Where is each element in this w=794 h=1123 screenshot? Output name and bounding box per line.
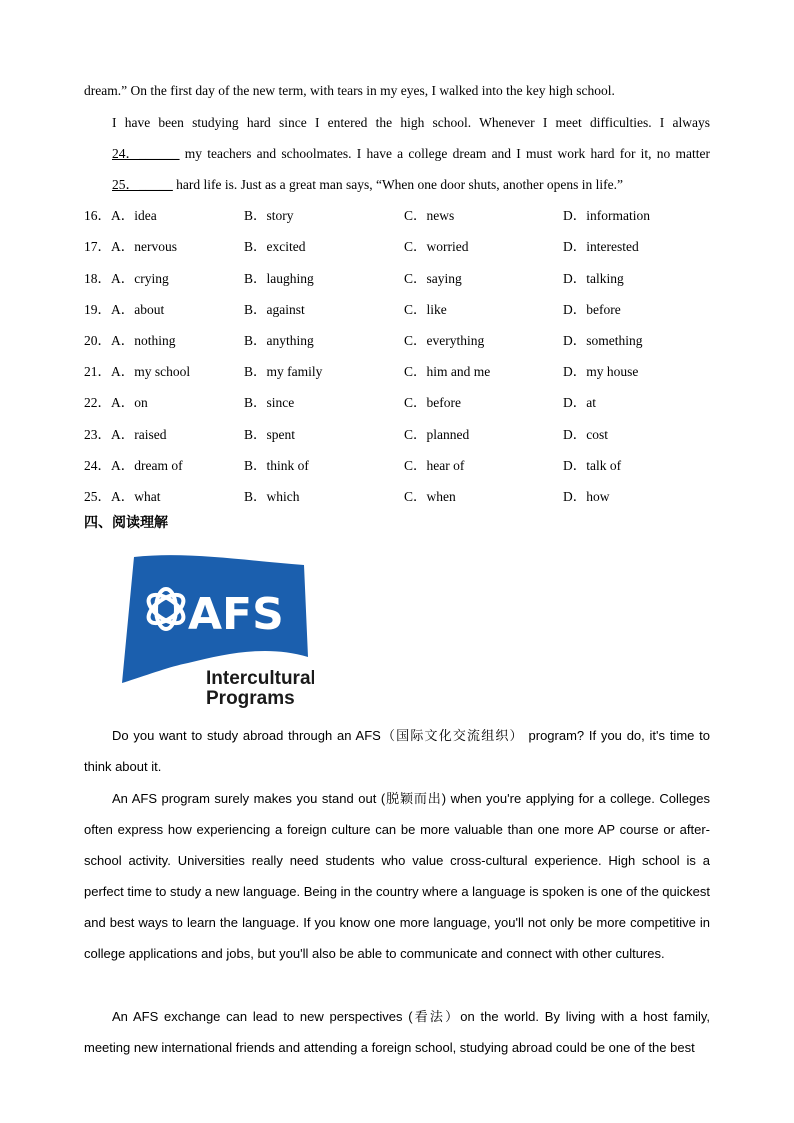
option-row-22 (84, 387, 710, 418)
logo-line-1: Intercultural (206, 668, 314, 689)
option-row-24 (84, 450, 710, 481)
option-number: 20．A．nothing (84, 333, 176, 348)
option-row-21 (84, 356, 710, 387)
blank-24: 24．______ (112, 146, 180, 161)
option-number: 19．A．about (84, 302, 165, 317)
option-number: 21．A．my school (84, 364, 191, 379)
option-b: B．my family (244, 364, 323, 379)
option-d: D．interested (563, 239, 639, 254)
option-b: B．laughing (244, 271, 314, 286)
option-d: D．talk of (563, 458, 622, 473)
option-c: C．news (404, 208, 455, 223)
option-d: D．cost (563, 427, 608, 442)
option-b: B．against (244, 302, 305, 317)
option-b: B．anything (244, 333, 314, 348)
option-row-16 (84, 200, 710, 231)
option-c: C．planned (404, 427, 470, 442)
logo-brand: AFS (188, 589, 284, 640)
option-c: C．saying (404, 271, 462, 286)
passage-paragraph-2 (84, 107, 710, 200)
blank-25: 25．_____ (112, 177, 173, 192)
option-number: 22．A．on (84, 395, 148, 410)
afs-flag-icon (118, 553, 314, 708)
passage-line-1: dream.” On the first day of the new term, with tears in my eyes, I walked into the key high school. (84, 83, 615, 98)
option-row-23 (84, 419, 710, 450)
passage-text-b: my teachers and schoolmates. I have a college dream and I must work hard for it, no matter (179, 146, 710, 161)
option-d: D．my house (563, 364, 639, 379)
option-c: C．like (404, 302, 447, 317)
option-row-20 (84, 325, 710, 356)
option-b: B．spent (244, 427, 296, 442)
afs-logo (118, 553, 314, 708)
option-b: B．which (244, 489, 300, 504)
option-c: C．worried (404, 239, 469, 254)
reading-paragraph-3: An AFS exchange can lead to new perspectives (看法）on the world. By living with a host family, meeting new international friends and attending a foreign school, studying abroad could be one of the best (84, 1009, 710, 1055)
option-c: C．when (404, 489, 456, 504)
option-d: D．before (563, 302, 621, 317)
option-c: C．him and me (404, 364, 491, 379)
reading-paragraph-1: Do you want to study abroad through an AFS（国际文化交流组织） program? If you do, it's time to think about it. (84, 728, 710, 774)
option-b: B．since (244, 395, 295, 410)
option-number: 23．A．raised (84, 427, 167, 442)
option-c: C．hear of (404, 458, 465, 473)
logo-line-2: Programs (206, 688, 295, 708)
passage-text-c: hard life is. Just as a great man says, “When one door shuts, another opens in life.” (172, 177, 624, 192)
passage-text-a: I have been studying hard since I entered the high school. Whenever I meet difficulties. I always (112, 115, 710, 130)
option-c: C．everything (404, 333, 485, 348)
option-b: B．excited (244, 239, 306, 254)
option-row-25 (84, 481, 710, 512)
option-number: 24．A．dream of (84, 458, 183, 473)
section-title: 四、阅读理解 (84, 515, 168, 531)
option-row-17 (84, 231, 710, 262)
option-number: 18．A．crying (84, 271, 169, 286)
option-c: C．before (404, 395, 461, 410)
option-d: D．talking (563, 271, 624, 286)
option-number: 17．A．nervous (84, 239, 177, 254)
option-number: 25．A．what (84, 489, 161, 504)
option-d: D．something (563, 333, 643, 348)
option-b: B．think of (244, 458, 309, 473)
option-d: D．information (563, 208, 650, 223)
option-d: D．at (563, 395, 596, 410)
reading-paragraph-2: An AFS program surely makes you stand out (脱颖而出) when you're applying for a college. Colleges often express how experiencing a foreign culture can be more valuable than one more AP course or after-school activity. Universities really need students who value cross-cultural experience. High school is a perfect time to study a new language. Being in the country where a language is spoken is one of the quickest and best ways to learn the language. If you know one more language, you'll not only be more competitive in college applications and jobs, but you'll also be able to communicate and connect with other cultures. (84, 791, 710, 961)
option-row-18 (84, 263, 710, 294)
option-row-19 (84, 294, 710, 325)
option-d: D．how (563, 489, 610, 504)
option-b: B．story (244, 208, 294, 223)
option-number: 16．A．idea (84, 208, 157, 223)
